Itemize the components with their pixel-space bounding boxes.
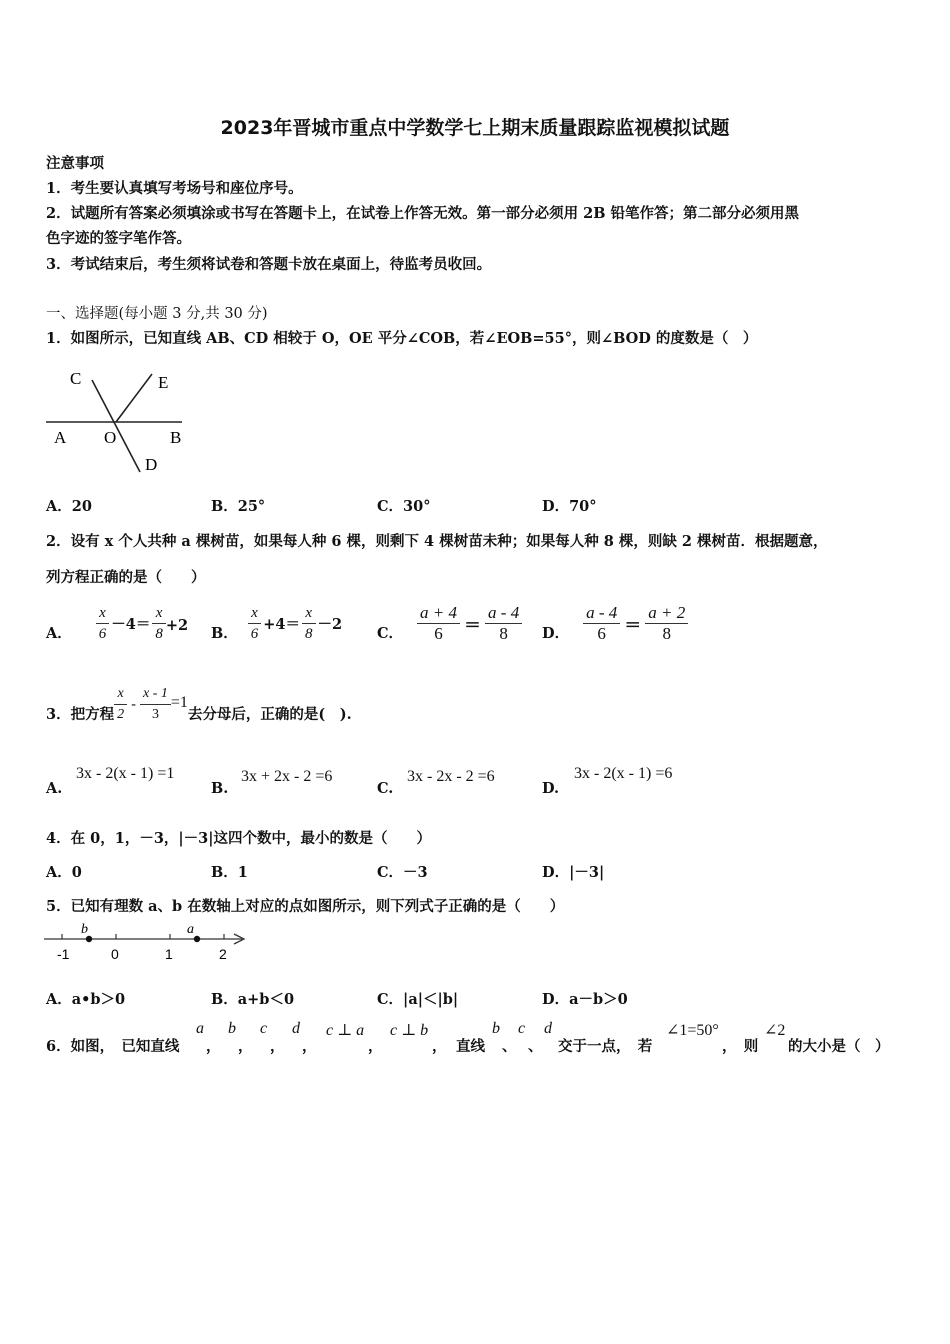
section-heading: 一、选择题(每小题 3 分,共 30 分) — [46, 306, 268, 322]
option-label: A． — [46, 625, 72, 642]
question-1-figure — [44, 364, 194, 476]
q5-option-b: B．a+b＜0 — [211, 991, 295, 1008]
q1-option-b: B．25° — [211, 498, 266, 515]
page-title: 2023年晋城市重点中学数学七上期末质量跟踪监视模拟试题 — [220, 117, 730, 139]
q4-option-d: D．|－3| — [542, 864, 605, 881]
q2-option-d: D． $\frac{a - 4}{6}$ ＝ $\frac{a + 2}{8}$ — [542, 603, 688, 644]
q5-option-a: A．a•b＞0 — [46, 991, 126, 1008]
q5-option-d: D．a－b＞0 — [542, 991, 628, 1008]
q2-option-c: C． $\frac{a + 4}{6}$ ＝ $\frac{a - 4}{8}$ — [377, 603, 522, 644]
note-item: 3．考试结束后，考生须将试卷和答题卡放在桌面上，待监考员收回。 — [46, 256, 492, 273]
question-2-text: 2．设有 x 个人共种 a 棵树苗，如果每人种 6 棵，则剩下 4 棵树苗未种；如果每人种 8 棵，则缺 2 棵树苗．根据题意， — [46, 533, 828, 550]
q2-option-b: B． $\frac{x}{6}$ +4＝ $\frac{x}{8}$ －2 — [211, 605, 343, 642]
q4-option-a: A．0 — [46, 864, 82, 881]
number-line-figure — [42, 920, 252, 964]
ray-oe — [116, 374, 152, 422]
label-d: D — [145, 455, 158, 474]
point-a — [194, 936, 200, 942]
question-2-text-cont: 列方程正确的是（ ） — [46, 569, 206, 586]
notes-heading: 注意事项 — [46, 155, 104, 172]
q3-option-c-label: C. — [377, 780, 394, 797]
q3-option-b: 3x + 2x - 2 =6 — [241, 768, 333, 785]
q3-option-d: 3x - 2(x - 1) =6 — [574, 765, 673, 782]
line-cd — [92, 380, 140, 472]
axis-tick-label: 0 — [111, 946, 119, 962]
q5-option-c: C．|a|＜|b| — [377, 991, 459, 1008]
option-label: C． — [377, 625, 404, 642]
question-1-text: 1．如图所示，已知直线 AB、CD 相较于 O，OE 平分∠COB，若∠EOB=55°，则∠BOD 的度数是（ ） — [46, 330, 758, 347]
axis-tick-label: -1 — [57, 946, 70, 962]
note-item: 色字迹的签字笔作答。 — [46, 230, 191, 247]
label-e: E — [158, 373, 169, 392]
label-o: O — [104, 428, 117, 447]
q3-option-d-label: D. — [542, 780, 560, 797]
axis-tick-label: 1 — [165, 946, 173, 962]
q1-option-d: D．70° — [542, 498, 597, 515]
label-b: B — [170, 428, 182, 447]
label-a: A — [54, 428, 67, 447]
q3-option-b-label: B. — [211, 780, 229, 797]
question-3-text: 3．把方程 $\frac{x}{2}$ - $\frac{x - 1}{3}$ =1 去分母后，正确的是( ). — [46, 686, 352, 723]
note-item: 2．试题所有答案必须填涂或书写在答题卡上，在试卷上作答无效。第一部分必须用 2B 铅笔作答；第二部分必须用黑 — [46, 205, 800, 222]
q2-option-a: A． $\frac{x}{6}$ －4＝ $\frac{x}{8}$ +2 — [46, 605, 189, 642]
point-b-label: b — [81, 922, 88, 937]
q3-option-a: 3x - 2(x - 1) =1 — [76, 765, 175, 782]
note-item: 1．考生要认真填写考场号和座位序号。 — [46, 180, 303, 197]
q1-option-a: A．20 — [46, 498, 92, 515]
point-a-label: a — [187, 922, 194, 937]
option-label: B． — [211, 625, 238, 642]
q3-option-a-label: A. — [46, 780, 63, 797]
option-label: D． — [542, 625, 570, 642]
question-5-text: 5．已知有理数 a、b 在数轴上对应的点如图所示，则下列式子正确的是（ ） — [46, 898, 565, 915]
q4-option-b: B．1 — [211, 864, 248, 881]
label-c: C — [70, 369, 82, 388]
q1-option-c: C．30° — [377, 498, 431, 515]
q3-option-c: 3x - 2x - 2 =6 — [407, 768, 495, 785]
question-6-text: 6．如图， 已知直线 a ， b ， c ， d ， c ⊥ a ， c ⊥ b ， 直线 b 、 c 、 d 交于一点， 若 ∠1=50° ， 则 ∠2 的大小是（ ） — [46, 1020, 890, 1055]
axis-tick-label: 2 — [219, 946, 227, 962]
q4-option-c: C．－3 — [377, 864, 428, 881]
question-4-text: 4．在 0，1，－3，|－3|这四个数中，最小的数是（ ） — [46, 830, 432, 847]
